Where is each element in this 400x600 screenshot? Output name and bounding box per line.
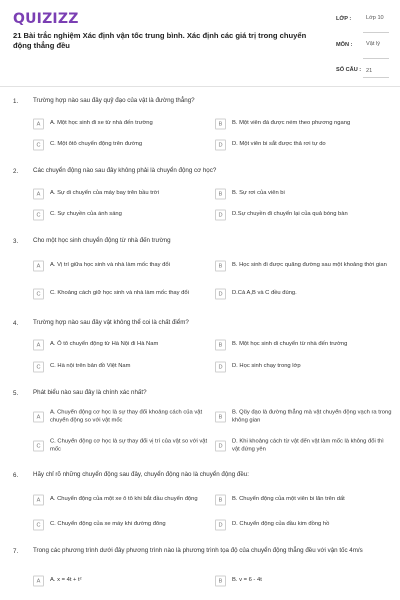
option-text: B. Chuyển động của một viên bi lăn trên dất (232, 496, 345, 503)
option-text: A. x = 4t + t² (50, 577, 82, 584)
page-title: 21 Bài trắc nghiệm Xác định vận tốc trung bình. Xác định các giá trị trong chuyển động thẳng đều (13, 31, 307, 50)
option-letter-badge: D (215, 520, 226, 531)
option-letter-badge: C (33, 289, 44, 300)
option-letter-badge: C (33, 140, 44, 151)
option-letter-badge: C (33, 441, 44, 452)
question-text: Trường hợp nào sau đây vật không thể coi là chất điểm? (33, 319, 189, 326)
subject-label: MÔN : (336, 42, 353, 48)
option-letter-badge: A (33, 340, 44, 351)
question-number: 6. (13, 472, 19, 479)
option-letter-badge: D (215, 441, 226, 452)
subject-value: Vật lý (366, 41, 380, 47)
option-text: C. Sự chuyền của ánh sáng (50, 211, 122, 218)
option-letter-badge: B (215, 495, 226, 506)
question-number: 1. (13, 98, 19, 105)
option-letter-badge: B (215, 412, 226, 423)
option-letter-badge: A (33, 412, 44, 423)
option-letter-badge: D (215, 210, 226, 221)
option-text: C. Chuyển động của xe máy khi đường đông (50, 521, 166, 528)
option-letter-badge: A (33, 576, 44, 587)
question-text: Hãy chỉ rõ những chuyển động sau đây, chuyển động nào là chuyển động đều: (33, 471, 249, 478)
question-number: 2. (13, 168, 19, 175)
class-value: Lớp 10 (366, 15, 384, 21)
class-label: LỚP : (336, 16, 352, 22)
option-text: C. Khoảng cách giữ học sinh và nhà làm mốc thay đổi (50, 290, 189, 297)
option-letter-badge: D (215, 289, 226, 300)
option-letter-badge: A (33, 261, 44, 272)
option-text: C. Một ôtô chuyển động trên đường (50, 141, 143, 148)
question-number: 5. (13, 390, 19, 397)
option-text: A. Vị trí giữa học sinh và nhà làm mốc thay đổi (50, 262, 170, 269)
option-text: D. Một viên bi sắt được thả rơi tự do (232, 141, 326, 148)
option-letter-badge: B (215, 189, 226, 200)
option-text: B. Một viên đá được ném theo phương ngang (232, 120, 351, 127)
option-text: A. Sự di chuyển của máy bay trên bầu trời (50, 190, 159, 197)
option-text: B. Qũy đạo là đường thẳng mà vật chuyển động vạch ra trong không gian (232, 409, 392, 423)
option-letter-badge: D (215, 362, 226, 373)
option-letter-badge: C (33, 210, 44, 221)
option-letter-badge: A (33, 119, 44, 130)
option-letter-badge: C (33, 362, 44, 373)
question-number: 7. (13, 548, 19, 555)
option-text: A. Chuyển động cơ học là sự thay đổi khoảng cách của vật chuyển động so với vật mốc (50, 409, 203, 423)
question-text: Phát biểu nào sau đây là chính xác nhất? (33, 389, 147, 396)
question-number: 4. (13, 320, 19, 327)
count-value: 21 (366, 68, 373, 74)
question-number: 3. (13, 238, 19, 245)
option-letter-badge: D (215, 140, 226, 151)
option-text: B. Một học sinh di chuyển từ nhà đến trường (232, 341, 348, 348)
question-text: Cho một học sinh chuyển động từ nhà đến trường (33, 237, 171, 244)
option-text: D.Sự chuyền đi chuyển lại của quả bóng bàn (232, 211, 348, 218)
option-text: C. Hà nội trên bản đồ Việt Nam (50, 363, 131, 370)
option-text: A. Ô tô chuyển động từ Hà Nội đi Hà Nam (50, 341, 159, 348)
option-letter-badge: B (215, 340, 226, 351)
question-text: Các chuyển động nào sau đây không phải là chuyển động cơ học? (33, 167, 217, 174)
option-text: D. Chuyển động của đầu kim đồng hồ (232, 521, 330, 528)
class-underline (363, 32, 389, 33)
option-text: D. Học sinh chạy trong lớp (232, 363, 301, 370)
subject-underline (363, 58, 389, 59)
option-letter-badge: B (215, 119, 226, 130)
option-text: D.Cả A,B và C đều đúng. (232, 290, 297, 297)
option-letter-badge: C (33, 520, 44, 531)
option-text: A. Chuyển động của một xe ô tô khi bắt đầu chuyển động (50, 496, 198, 503)
option-text: C. Chuyển động cơ học là sự thay đổi vị trí của vật so với vật mốc (50, 438, 208, 452)
option-text: B. v = 6 - 4t (232, 577, 262, 584)
count-label: SỐ CÂU : (336, 67, 362, 73)
worksheet-header (0, 0, 400, 84)
option-letter-badge: A (33, 495, 44, 506)
option-text: D. Khi khoảng cách từ vật đến vật làm mốc là không đổi thì vật đứng yên (232, 438, 384, 452)
option-text: A. Một học sinh đi xe từ nhà đến trường (50, 120, 153, 127)
header-divider (0, 86, 400, 87)
option-text: B. Học sinh đi được quãng đường sau một khoảng thời gian (232, 262, 387, 269)
option-letter-badge: B (215, 576, 226, 587)
question-text: Trường hợp nào sau đây quỹ đạo của vật là đường thẳng? (33, 97, 195, 104)
count-underline (363, 77, 389, 78)
option-letter-badge: B (215, 261, 226, 272)
option-letter-badge: A (33, 189, 44, 200)
question-text: Trong các phương trình dưới đây phương trình nào là phương trình tọa độ của chuyển động thẳng đều với vận tốc 4m/s (33, 547, 363, 554)
option-text: B. Sự rơi của viên bi (232, 190, 285, 197)
quizizz-logo: QUIZIZZ (13, 11, 79, 27)
